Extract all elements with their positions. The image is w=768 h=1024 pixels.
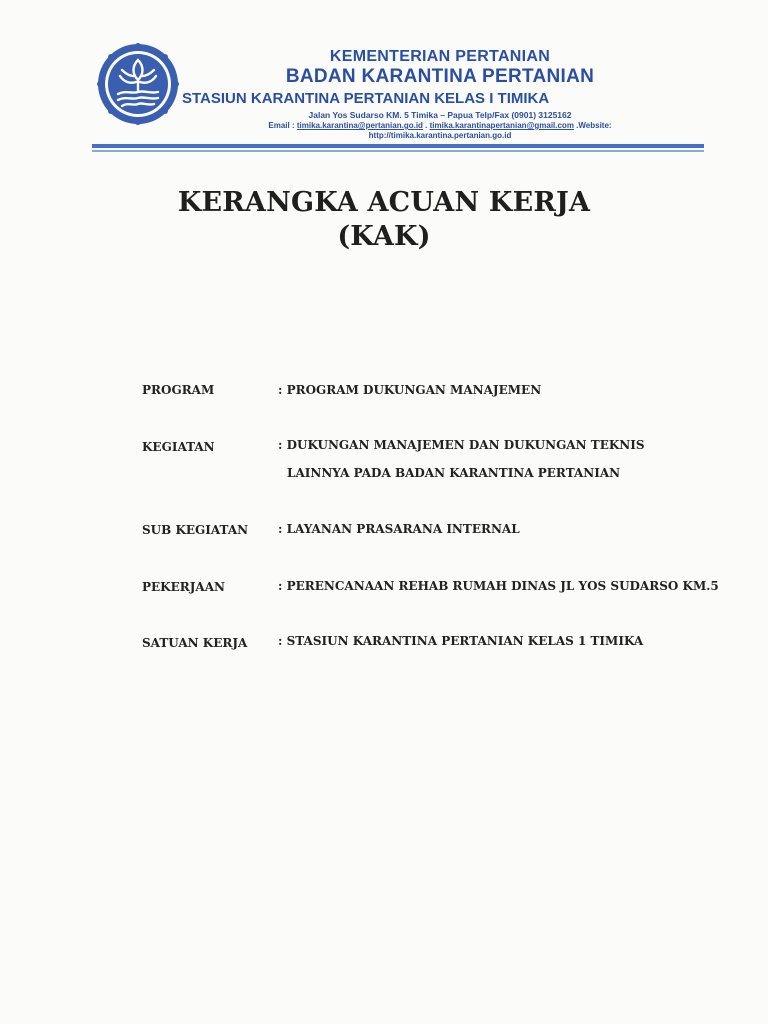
field-value-kegiatan-cont: LAINNYA PADA BADAN KARANTINA PERTANIAN xyxy=(287,466,621,480)
station-name: STASIUN KARANTINA PERTANIAN KELAS I TIMIKA xyxy=(182,90,550,107)
letterhead-contact xyxy=(190,121,690,141)
agency-name: BADAN KARANTINA PERTANIAN xyxy=(285,66,595,87)
field-value-pekerjaan: : PERENCANAAN REHAB RUMAH DINAS JL YOS SUDARSO KM.5 xyxy=(278,579,719,593)
email-link-2[interactable]: timika.karantinapertanian@gmail.com xyxy=(429,121,574,130)
field-label-satuan-kerja: SATUAN KERJA xyxy=(142,636,248,650)
title-line-2: (KAK) xyxy=(337,221,431,252)
letterhead xyxy=(180,48,700,88)
email-label: Email : xyxy=(268,121,295,130)
letterhead-divider xyxy=(92,144,704,148)
field-value-satuan-kerja: : STASIUN KARANTINA PERTANIAN KELAS 1 TIMIKA xyxy=(278,634,644,648)
field-value-sub-kegiatan: : LAYANAN PRASARANA INTERNAL xyxy=(278,522,520,536)
ministry-name: KEMENTERIAN PERTANIAN xyxy=(329,48,551,65)
email-separator: . xyxy=(425,121,428,130)
karantina-logo-icon xyxy=(96,42,180,126)
field-value-program: : PROGRAM DUKUNGAN MANAJEMEN xyxy=(278,383,542,397)
title-line-1: KERANGKA ACUAN KERJA xyxy=(177,187,591,218)
email-link-1[interactable]: timika.karantina@pertanian.go.id xyxy=(296,121,423,130)
document-title xyxy=(0,186,768,254)
field-label-sub-kegiatan: SUB KEGIATAN xyxy=(142,523,249,537)
field-label-pekerjaan: PEKERJAAN xyxy=(142,580,225,594)
field-label-program: PROGRAM xyxy=(142,383,215,397)
field-label-kegiatan: KEGIATAN xyxy=(142,440,215,454)
website-link[interactable]: http://timika.karantina.pertanian.go.id xyxy=(368,131,512,140)
letterhead-divider-thin xyxy=(92,150,704,152)
field-value-kegiatan: : DUKUNGAN MANAJEMEN DAN DUKUNGAN TEKNIS xyxy=(278,438,645,452)
letterhead-address: Jalan Yos Sudarso KM. 5 Timika – Papua Telp/Fax (0901) 3125162 xyxy=(308,110,572,120)
website-label: .Website: xyxy=(576,121,612,130)
